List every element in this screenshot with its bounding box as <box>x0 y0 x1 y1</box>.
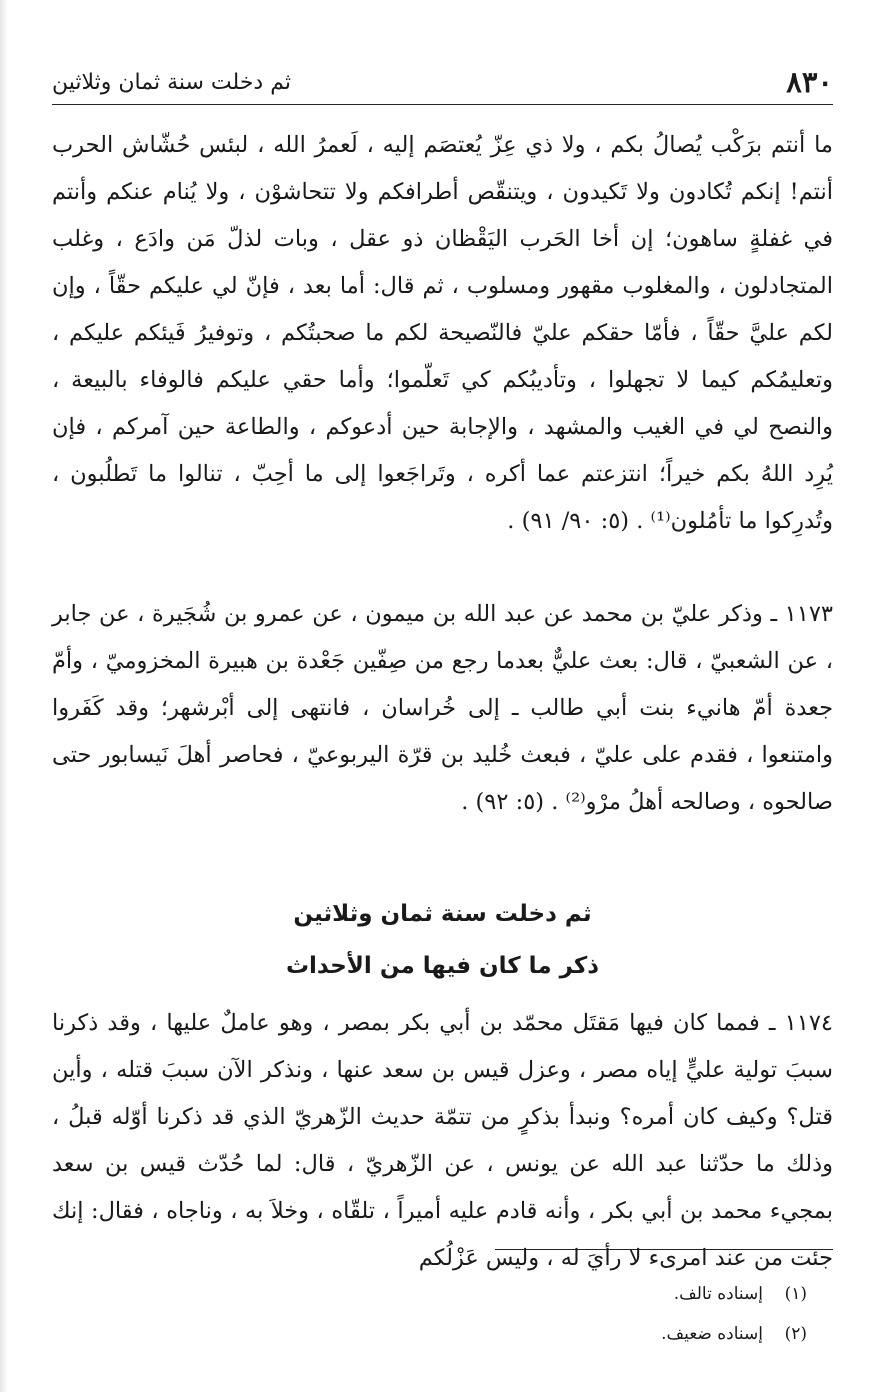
section-headings <box>52 888 833 992</box>
footnotes <box>661 1274 807 1354</box>
footnote-text: إسناده تالف. <box>673 1284 763 1304</box>
paragraph-1174: ١١٧٤ ـ فمما كان فيها مَقتَل محمّد بن أبي بكر بمصر ، وهو عاملٌ عليها ، وقد ذكرنا سببَ تولية عليٍّ إياه مصر ، وعزل قيس بن سعد عنها ، ونذكر الآن سببَ قتله ، وأين قتل؟ وكيف كان أمره؟ ونبدأ بذكرٍ من تتمّة حديث الزّهريّ الذي قد ذكرنا أوّله قبلُ ، وذلك ما حدّثنا عبد الله عن يونس ، عن الزّهريّ ، قال: لما حُدّث قيس بن سعد بمجيء محمد بن أبي بكر ، وأنه قادم عليه أميراً ، تلقّاه ، وخلاَ به ، وناجاه ، فقال: إنك جئت من عند امرىء لا رأيَ له ، وليس عَزْلُكم <box>52 1010 833 1271</box>
footnote-number: (١) <box>784 1284 807 1304</box>
page-header <box>52 62 833 102</box>
year-heading: ثم دخلت سنة ثمان وثلاثين <box>293 901 592 927</box>
footnote-2 <box>661 1314 807 1354</box>
main-text <box>52 122 833 1282</box>
page-number: ٨٣٠ <box>786 65 833 99</box>
header-rule <box>52 104 833 105</box>
footnote-number: (٢) <box>784 1324 807 1344</box>
page-edge-shadow <box>0 0 8 1392</box>
events-heading: ذكر ما كان فيها من الأحداث <box>285 953 600 979</box>
footnote-1 <box>661 1274 807 1314</box>
paragraph-speech: ما أنتم برَكْب يُصالُ بكم ، ولا ذي عِزّ يُعتصَم إليه ، لَعمرُ الله ، لبئس حُشّاش الحرب أنتم! إنكم تُكادون ولا تَكيدون ، ويتنقّص أطرافكم ولا تتحاشوْن ، ولا يُنام عنكم وأنتم في غفلةٍ ساهون؛ إن أخا الحَرب اليَقْظان ذو عقل ، وبات لذلّ مَن وادَع ، وغلب المتجادلون ، والمغلوب مقهور ومسلوب ، ثم قال: أما بعد ، فإنّ لي عليكم حقّاً ، وإن لكم عليَّ حقّاً ، فأمّا حقكم عليّ فالنّصيحة لكم ما صحبتُكم ، وتوفيرُ فَيئكم عليكم ، وتعليمُكم كيما لا تجهلوا ، وتأديبُكم كي تَعلّموا؛ وأما حقي عليكم فالوفاء بالبيعة ، والنصح لي في الغيب والمشهد ، والإجابة حين أدعوكم ، والطاعة حين آمركم ، فإن يُرِد اللهُ بكم خيراً؛ انتزعتم عما أكره ، وتَراجَعوا إلى ما أحِبّ ، تنالوا ما تَطلُبون ، وتُدرِكوا ما تأمُلون⁽¹⁾ . (٥: ٩٠/ ٩١) . <box>52 132 833 534</box>
paragraph-1173: ١١٧٣ ـ وذكر عليّ بن محمد عن عبد الله بن ميمون ، عن عمرو بن شُجَيرة ، عن جابر ، عن الشعبيّ ، قال: بعث عليٌّ بعدما رجع من صِفّين جَعْدة بن هبيرة المخزوميّ ، وأمّ جعدة أمّ هانيء بنت أبي طالب ـ إلى خُراسان ، فانتهى إلى أبْرشهر؛ وقد كَفَروا وامتنعوا ، فقدم على عليّ ، فبعث خُليد بن قرّة اليربوعيّ ، فحاصر أهلَ نَيسابور حتى صالحوه ، وصالحه أهلُ مرْو⁽²⁾ . (٥: ٩٢) . <box>52 601 833 815</box>
running-title: ثم دخلت سنة ثمان وثلاثين <box>52 69 291 95</box>
footnote-text: إسناده ضعيف. <box>661 1324 763 1344</box>
footnote-rule <box>495 1249 833 1250</box>
